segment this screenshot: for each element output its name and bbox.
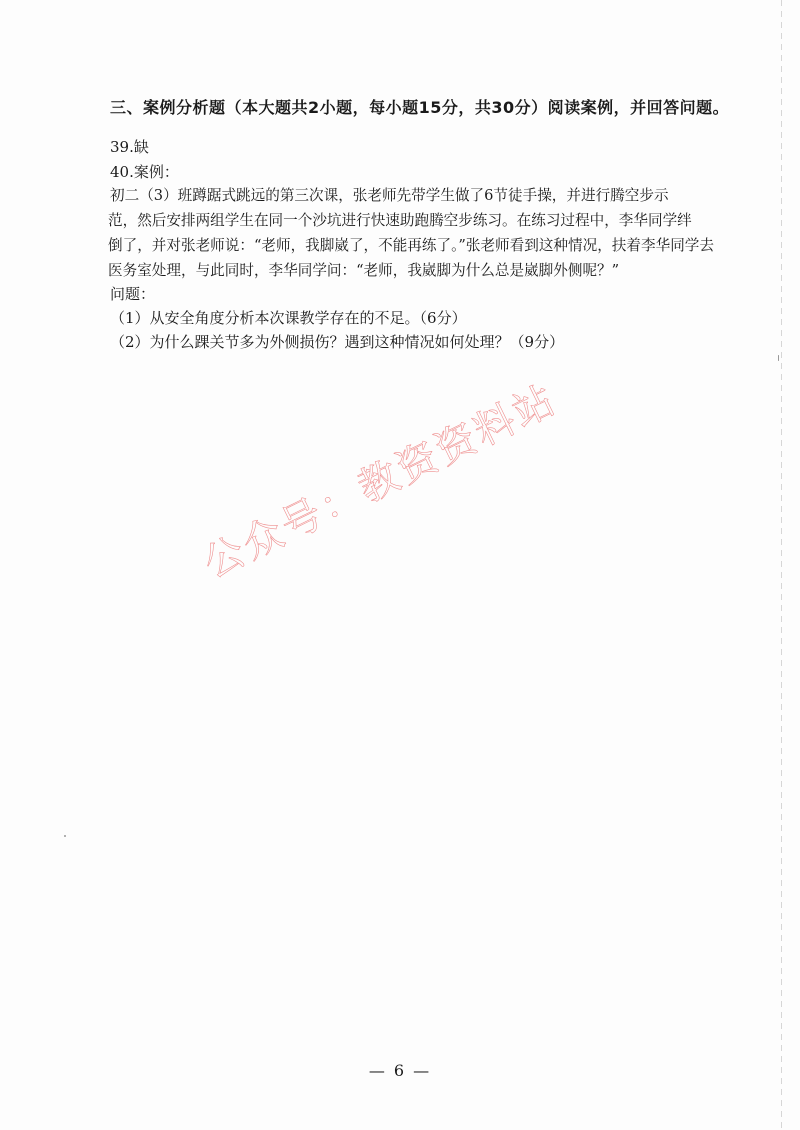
page-number: — 6 — <box>368 1061 432 1080</box>
question-item: （1）从安全角度分析本次课教学存在的不足。（6分） <box>110 309 467 327</box>
watermark: 公众号：教资资料站 <box>196 376 565 588</box>
section-heading: 三、案例分析题（本大题共2小题，每小题15分，共30分）阅读案例，并回答问题。 <box>110 98 730 117</box>
question-40-label: 40.案例： <box>110 163 179 181</box>
questions-label: 问题： <box>110 285 156 303</box>
question-item: （2）为什么踝关节多为外侧损伤？遇到这种情况如何处理？（9分） <box>110 333 565 351</box>
case-line: 初二（3）班蹲踞式跳远的第三次课，张老师先带学生做了6节徒手操，并进行腾空步示 <box>110 187 669 204</box>
scan-edge-line <box>781 0 782 1130</box>
scan-speck <box>778 355 779 361</box>
case-line: 医务室处理，与此同时，李华同学问：“老师，我崴脚为什么总是崴脚外侧呢？” <box>108 262 620 279</box>
case-line: 倒了，并对张老师说：“老师，我脚崴了，不能再练了。”张老师看到这种情况，扶着李华同学去 <box>108 237 714 254</box>
case-line: 范，然后安排两组学生在同一个沙坑进行快速助跑腾空步练习。在练习过程中，李华同学绊 <box>108 212 692 229</box>
case-text <box>108 183 714 283</box>
scan-speck <box>64 835 66 837</box>
question-39: 39.缺 <box>110 138 149 156</box>
